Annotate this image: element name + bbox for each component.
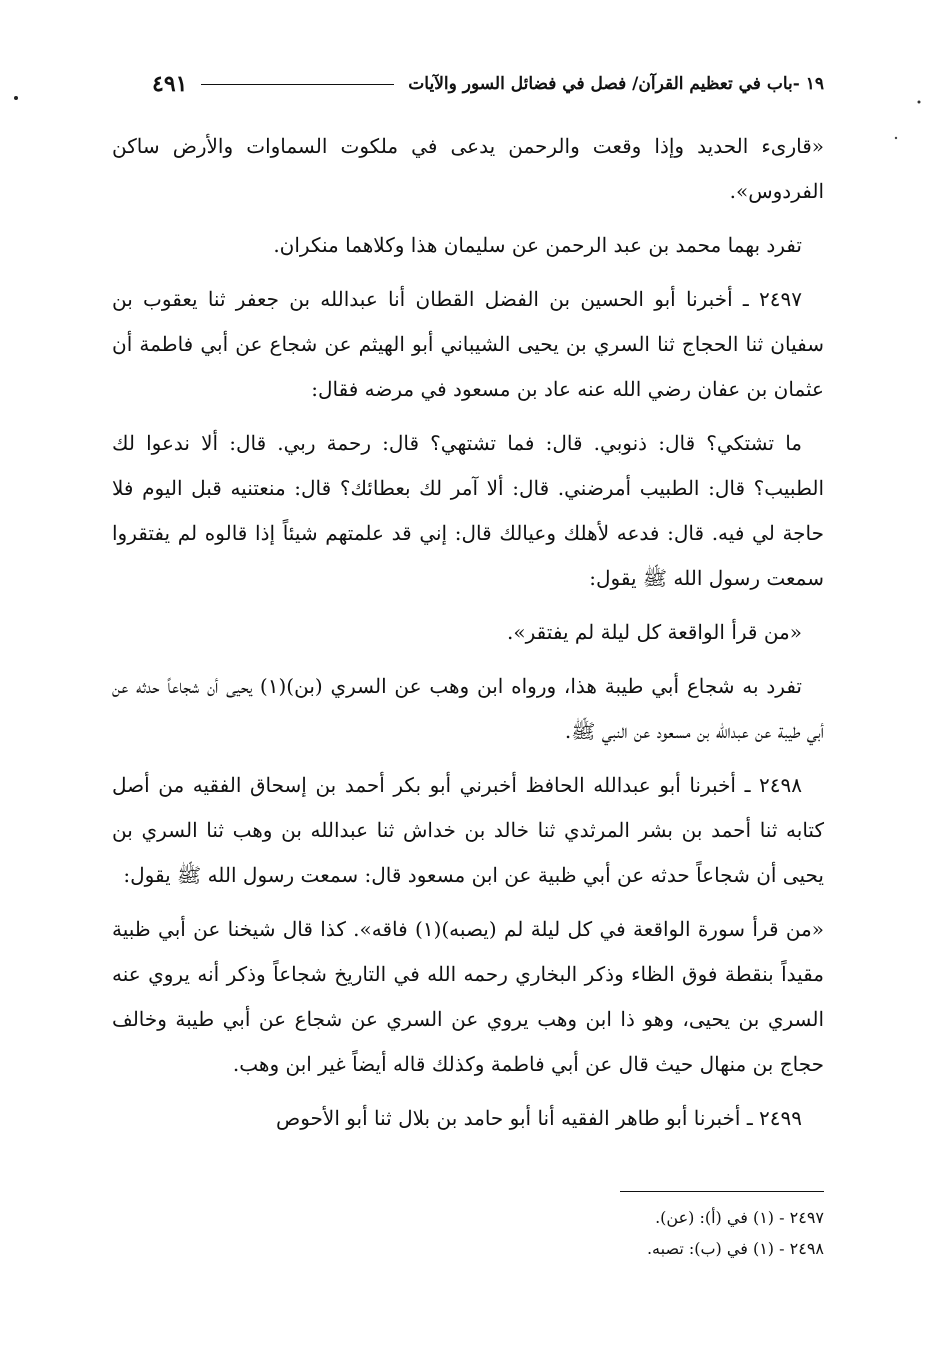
paragraph-comment: تفرد به شجاع أبي طيبة هذا، ورواه ابن وهب عن السري (بن)(١) يحيى أن شجاعاً حدثه عن أبي طيبة عن عبدالله بن مسعود عن النبي ﷺ. bbox=[112, 674, 824, 743]
paragraph-dialogue: ما تشتكي؟ قال: ذنوبي. قال: فما تشتهي؟ قال: رحمة ربي. قال: ألا ندعوا لك الطبيب؟ قال: الطبيب أمرضني. قال: ألا آمر لك بعطائك؟ قال: منعتنيه قبل اليوم فلا حاجة لي فيه. قال: فدعه لأهلك وعيالك قال: إني قد علمتهم شيئاً إذا قالوه لم يفتقروا سمعت رسول الله ﷺ يقول: bbox=[112, 431, 824, 590]
header-rule bbox=[201, 84, 394, 85]
paragraph-hadith-2498: ٢٤٩٨ ـ أخبرنا أبو عبدالله الحافظ أخبرني أبو بكر أحمد بن إسحاق الفقيه من أصل كتابه ثنا أحمد بن بشر المرثدي ثنا خالد بن خداش ثنا عبدالله بن وهب ثنا السري بن يحيى أن شجاعاً حدثه عن أبي ظبية عن ابن مسعود قال: سمعت رسول الله ﷺ يقول: bbox=[112, 773, 824, 887]
footnotes bbox=[112, 1202, 824, 1264]
footnote-2497: ٢٤٩٧ - (١) في (أ): (عن). bbox=[655, 1208, 824, 1227]
footnote-2498: ٢٤٩٨ - (١) في (ب): تصبه. bbox=[646, 1239, 824, 1258]
paragraph-quote-waqia: «من قرأ الواقعة كل ليلة لم يفتقر». bbox=[507, 620, 802, 644]
paragraph-comment: تفرد بهما محمد بن عبد الرحمن عن سليمان هذا وكلاهما منكران. bbox=[273, 233, 802, 257]
book-page bbox=[112, 64, 824, 1324]
running-header bbox=[112, 64, 824, 104]
paragraph-hadith-2499: ٢٤٩٩ ـ أخبرنا أبو طاهر الفقيه أنا أبو حامد بن بلال ثنا أبو الأحوص bbox=[276, 1106, 802, 1130]
paragraph-quote-waqia-2: «من قرأ سورة الواقعة في كل ليلة لم (يصبه)(١) فاقه». كذا قال شيخنا عن أبي ظبية مقيداً بنقطة فوق الظاء وذكر البخاري رحمه الله في التاريخ شجاعاً وذكر أنه يروي عنه السري بن يحيى، وهو ذا ابن وهب يروي عن السري عن شجاع عن أبي طيبة وخالف حجاج بن منهال حيث قال عن أبي فاطمة وكذلك قاله أيضاً غير ابن وهب. bbox=[112, 917, 825, 1076]
page-number: ٤٩١ bbox=[152, 71, 188, 97]
paragraph-hadith-2497: ٢٤٩٧ ـ أخبرنا أبو الحسين بن الفضل القطان أنا عبدالله بن جعفر ثنا يعقوب بن سفيان ثنا الحجاج ثنا السري بن يحيى الشيباني أبو الهيثم عن شجاع عن أبي فاطمة أن عثمان بن عفان رضي الله عنه عاد بن مسعود في مرضه فقال: bbox=[112, 287, 824, 401]
running-title: ١٩ -باب في تعظيم القرآن/ فصل في فضائل السور والآيات bbox=[408, 74, 824, 94]
main-text bbox=[112, 124, 824, 1141]
footnote-rule bbox=[620, 1191, 824, 1192]
paragraph-quote-hadid: «قارىء الحديد وإذا وقعت والرحمن يدعى في ملكوت السماوات والأرض ساكن الفردوس». bbox=[112, 134, 824, 203]
